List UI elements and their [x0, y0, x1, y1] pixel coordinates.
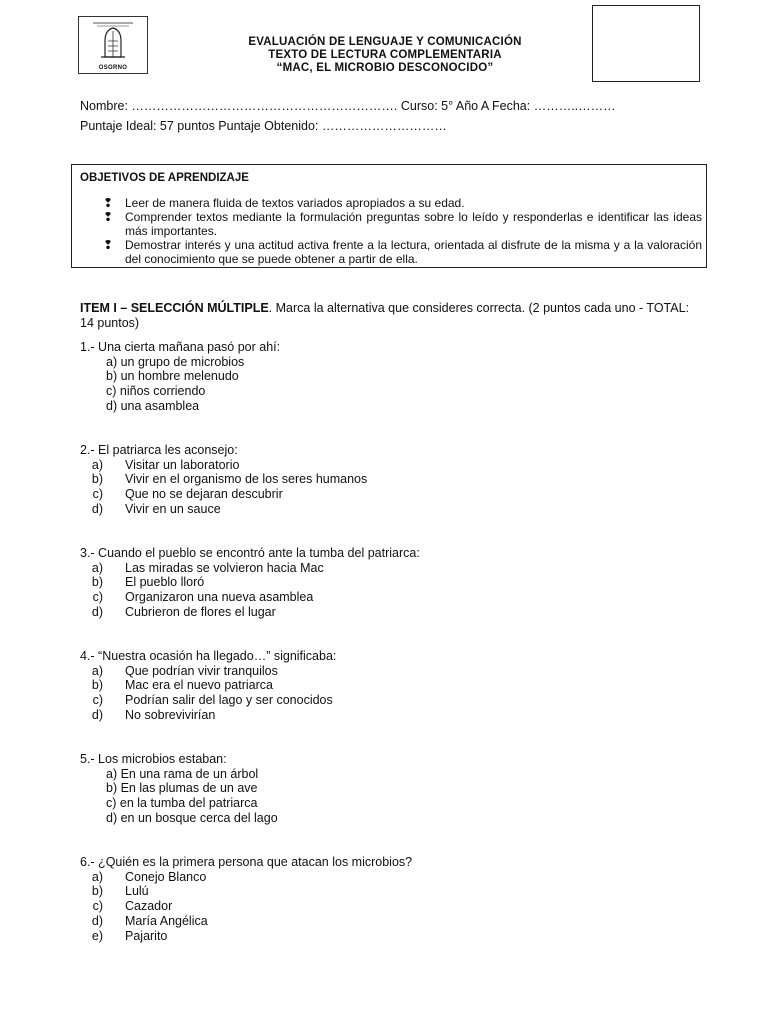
option-d[interactable]: d) María Angélica	[91, 913, 208, 928]
option-b[interactable]: b) un hombre melenudo	[106, 369, 239, 384]
option-b[interactable]: b) Vivir en el organismo de los seres humanos	[91, 472, 368, 487]
option-c[interactable]: c) en la tumba del patriarca	[106, 796, 258, 811]
option-b[interactable]: b) El pueblo lloró	[91, 575, 205, 590]
question-1	[80, 340, 280, 414]
option-b[interactable]: b) Mac era el nuevo patriarca	[91, 678, 273, 693]
bullet-icon: ❢	[103, 210, 114, 224]
bullet-icon: ❢	[103, 238, 114, 252]
objective-item: ❢ Leer de manera fluida de textos variados apropiados a su edad.	[103, 196, 465, 210]
option-a[interactable]: a) Las miradas se volvieron hacia Mac	[91, 560, 324, 575]
option-d[interactable]: d) en un bosque cerca del lago	[106, 810, 278, 825]
objective-item: ❢ Demostrar interés y una actitud activa frente a la lectura, orientada al disfrute de la misma y a la valoración del conocimiento que se puede obtener a partir de ella.	[103, 238, 702, 266]
question-text: 6.- ¿Quién es la primera persona que atacan los microbios?	[80, 855, 413, 869]
objectives-box	[71, 164, 707, 268]
option-a[interactable]: a) Que podrían vivir tranquilos	[91, 663, 278, 678]
student-info-row[interactable]: Nombre: ………………………………………………………. Curso: 5° Año A Fecha: ………..………	[80, 99, 616, 113]
bullet-icon: ❢	[103, 196, 114, 210]
option-a[interactable]: a) un grupo de microbios	[106, 354, 245, 369]
question-text: 1.- Una cierta mañana pasó por ahí:	[80, 340, 281, 354]
option-d[interactable]: d) una asamblea	[106, 398, 200, 413]
item-1-instructions: . Marca la alternativa que consideres correcta. (2 puntos cada uno - TOTAL: 14 puntos)	[80, 301, 690, 330]
question-text: 5.- Los microbios estaban:	[80, 752, 227, 766]
objectives-title: OBJETIVOS DE APRENDIZAJE	[80, 172, 249, 184]
question-text: 4.- “Nuestra ocasión ha llegado…” significaba:	[80, 649, 337, 663]
item-1-header	[80, 301, 702, 331]
question-3	[80, 546, 420, 620]
question-text: 3.- Cuando el pueblo se encontró ante la tumba del patriarca:	[80, 546, 420, 560]
option-c[interactable]: c) niños corriendo	[106, 384, 206, 399]
title-line-2: TEXTO DE LECTURA COMPLEMENTARIA	[268, 49, 502, 61]
question-5	[80, 752, 278, 826]
option-c[interactable]: c) Organizaron una nueva asamblea	[92, 590, 314, 605]
option-a[interactable]: a) Conejo Blanco	[91, 869, 207, 884]
option-b[interactable]: b) Lulú	[91, 884, 149, 899]
item-1-label: ITEM I – SELECCIÓN MÚLTIPLE	[80, 301, 269, 315]
option-c[interactable]: c) Que no se dejaran descubrir	[92, 487, 283, 502]
option-e[interactable]: e) Pajarito	[91, 928, 168, 943]
question-text: 2.- El patriarca les aconsejo:	[80, 443, 238, 457]
option-c[interactable]: c) Podrían salir del lago y ser conocidos	[92, 693, 333, 708]
question-6	[80, 855, 412, 943]
option-d[interactable]: d) Cubrieron de flores el lugar	[91, 604, 276, 619]
document-title	[150, 36, 620, 75]
option-a[interactable]: a) En una rama de un árbol	[106, 766, 259, 781]
title-line-1: EVALUACIÓN DE LENGUAJE Y COMUNICACIÓN	[248, 36, 522, 48]
title-line-3: “MAC, EL MICROBIO DESCONOCIDO”	[276, 62, 494, 74]
school-crest-icon	[79, 17, 147, 63]
school-logo	[78, 16, 148, 74]
option-d[interactable]: d) No sobrevivirían	[91, 707, 216, 722]
option-d[interactable]: d) Vivir en un sauce	[91, 501, 221, 516]
logo-label: OSORNO	[98, 65, 128, 71]
option-b[interactable]: b) En las plumas de un ave	[106, 781, 258, 796]
score-row[interactable]: Puntaje Ideal: 57 puntos Puntaje Obtenido: …………………………	[80, 119, 447, 133]
objectives-list	[80, 196, 702, 266]
question-2	[80, 443, 367, 517]
objective-item: ❢ Comprender textos mediante la formulación preguntas sobre lo leído y responderlas e identificar las ideas más importantes.	[103, 210, 702, 238]
question-4	[80, 649, 336, 723]
option-c[interactable]: c) Cazador	[92, 899, 173, 914]
option-a[interactable]: a) Visitar un laboratorio	[91, 457, 240, 472]
